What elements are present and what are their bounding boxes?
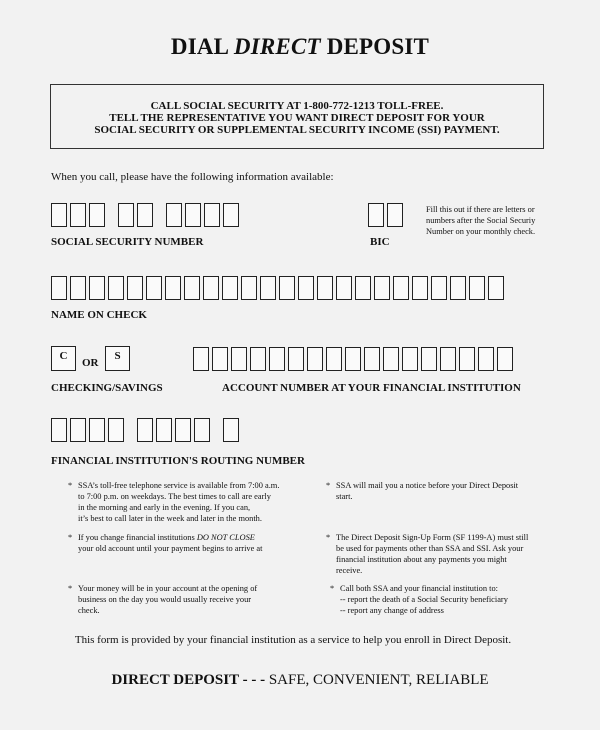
name-letter-box[interactable] [222,276,238,300]
account-digit-box[interactable] [326,347,342,371]
routing-boxes [51,418,242,442]
ssn-digit-box[interactable] [223,203,239,227]
bullet-hours-line-3: in the morning and early in the evening. If you can, [78,503,251,512]
name-letter-box[interactable] [70,276,86,300]
bullet-notice [326,480,566,502]
name-letter-box[interactable] [108,276,124,300]
ssn-digit-box[interactable] [166,203,182,227]
bullet-notice-line-1: SSA will mail you a notice before your Direct Deposit [336,481,519,490]
bullet-star: * [68,584,73,593]
bullet-report-line-3: -- report any change of address [340,606,444,615]
name-letter-box[interactable] [146,276,162,300]
savings-box-wrap [105,346,133,371]
routing-digit-box[interactable] [70,418,86,442]
bullet-hours-line-4: it’s best to call later in the week and later in the month. [78,514,262,523]
account-digit-box[interactable] [269,347,285,371]
name-letter-box[interactable] [469,276,485,300]
bullet-signup-form [326,532,566,576]
account-digit-box[interactable] [307,347,323,371]
intro-text: When you call, please have the following information available: [51,171,334,183]
account-digit-box[interactable] [193,347,209,371]
bullet-star: * [330,584,335,593]
title-part-1: DIAL [170,34,234,59]
ssn-digit-box[interactable] [118,203,134,227]
bullet-change-institution [68,532,308,554]
bic-boxes [368,203,406,227]
name-letter-box[interactable] [488,276,504,300]
bullet-change-line-1a: If you change financial institutions [78,533,197,542]
bullet-star: * [68,533,73,542]
name-letter-box[interactable] [89,276,105,300]
page-title [0,34,600,60]
tagline-strong: DIRECT DEPOSIT - - - [111,672,266,688]
call-instructions-box [50,84,544,149]
title-part-3: DEPOSIT [320,34,430,59]
savings-box[interactable]: S [105,346,130,371]
title-part-2: DIRECT [233,34,321,59]
account-digit-box[interactable] [345,347,361,371]
bullet-signup-line-1: The Direct Deposit Sign-Up Form (SF 1199-A) must still [336,533,529,542]
bullet-star: * [326,481,331,490]
bullet-signup-line-3: financial institution about any payments you might [336,555,507,564]
footer-note: This form is provided by your financial institution as a service to help you enroll in Direct Deposit. [74,634,512,646]
bic-box[interactable] [387,203,403,227]
bic-box[interactable] [368,203,384,227]
name-letter-box[interactable] [165,276,181,300]
account-digit-box[interactable] [231,347,247,371]
account-digit-box[interactable] [250,347,266,371]
name-letter-box[interactable] [241,276,257,300]
routing-digit-box[interactable] [175,418,191,442]
name-letter-box[interactable] [355,276,371,300]
tagline [0,672,600,689]
account-digit-box[interactable] [459,347,475,371]
name-letter-box[interactable] [336,276,352,300]
call-line-3: SOCIAL SECURITY OR SUPPLEMENTAL SECURITY INCOME (SSI) PAYMENT. [94,124,500,136]
ssn-digit-box[interactable] [204,203,220,227]
bullet-money-line-3: check. [78,606,100,615]
name-letter-box[interactable] [279,276,295,300]
bullet-hours [68,480,308,524]
name-letter-box[interactable] [260,276,276,300]
bullet-money-timing [68,583,308,616]
checking-box-wrap [51,346,79,371]
name-letter-box[interactable] [317,276,333,300]
account-digit-box[interactable] [478,347,494,371]
name-letter-box[interactable] [393,276,409,300]
ssn-label: SOCIAL SECURITY NUMBER [51,236,204,248]
account-digit-box[interactable] [402,347,418,371]
call-line-1: CALL SOCIAL SECURITY AT 1-800-772-1213 TOLL-FREE. [150,100,444,112]
name-letter-box[interactable] [412,276,428,300]
account-boxes [193,347,516,371]
routing-digit-box[interactable] [194,418,210,442]
routing-digit-box[interactable] [156,418,172,442]
account-digit-box[interactable] [497,347,513,371]
ssn-digit-box[interactable] [185,203,201,227]
ssn-digit-box[interactable] [51,203,67,227]
name-letter-box[interactable] [298,276,314,300]
account-digit-box[interactable] [383,347,399,371]
bullet-signup-line-2: be used for payments other than SSA and SSI. Ask your [336,544,524,553]
routing-digit-box[interactable] [89,418,105,442]
account-digit-box[interactable] [440,347,456,371]
bullet-hours-line-1: SSA’s toll-free telephone service is available from 7:00 a.m. [78,481,280,490]
bullet-money-line-1: Your money will be in your account at the opening of [78,584,258,593]
name-letter-box[interactable] [51,276,67,300]
bullet-report [330,583,570,616]
bullet-report-line-1: Call both SSA and your financial institution to: [340,584,498,593]
routing-digit-box[interactable] [223,418,239,442]
bic-label: BIC [370,236,390,248]
call-line-2: TELL THE REPRESENTATIVE YOU WANT DIRECT DEPOSIT FOR YOUR [109,112,485,124]
name-label: NAME ON CHECK [51,309,147,321]
account-digit-box[interactable] [421,347,437,371]
account-digit-box[interactable] [288,347,304,371]
routing-digit-box[interactable] [51,418,67,442]
bullet-report-line-2: -- report the death of a Social Security beneficiary [340,595,508,604]
account-label: ACCOUNT NUMBER AT YOUR FINANCIAL INSTITUTION [222,382,521,394]
name-letter-box[interactable] [374,276,390,300]
name-boxes [51,276,507,300]
bullet-money-line-2: business on the day you would usually receive your [78,595,252,604]
routing-label: FINANCIAL INSTITUTION'S ROUTING NUMBER [51,455,305,467]
name-letter-box[interactable] [184,276,200,300]
routing-digit-box[interactable] [137,418,153,442]
ssn-boxes [51,203,242,227]
ssn-digit-box[interactable] [70,203,86,227]
bullet-hours-line-2: to 7:00 p.m. on weekdays. The best times to call are early [78,492,271,501]
name-letter-box[interactable] [450,276,466,300]
checking-box[interactable]: C [51,346,76,371]
ssn-digit-box[interactable] [137,203,153,227]
name-letter-box[interactable] [431,276,447,300]
bullet-change-line-2: your old account until your payment begins to arrive at [78,544,263,553]
checking-savings-label: CHECKING/SAVINGS [51,382,163,394]
bullet-star: * [68,481,73,490]
bic-note: Fill this out if there are letters or numbers after the Social Securiy Number on your monthly check. [426,205,536,236]
name-letter-box[interactable] [127,276,143,300]
bullet-notice-line-2: start. [336,492,353,501]
bullet-star: * [326,533,331,542]
or-text: OR [82,357,99,369]
tagline-rest: SAFE, CONVENIENT, RELIABLE [265,672,489,688]
name-letter-box[interactable] [203,276,219,300]
bullet-change-emphasis: DO NOT CLOSE [196,533,255,542]
routing-digit-box[interactable] [108,418,124,442]
ssn-digit-box[interactable] [89,203,105,227]
account-digit-box[interactable] [212,347,228,371]
bullet-signup-line-4: receive. [336,566,363,575]
account-digit-box[interactable] [364,347,380,371]
